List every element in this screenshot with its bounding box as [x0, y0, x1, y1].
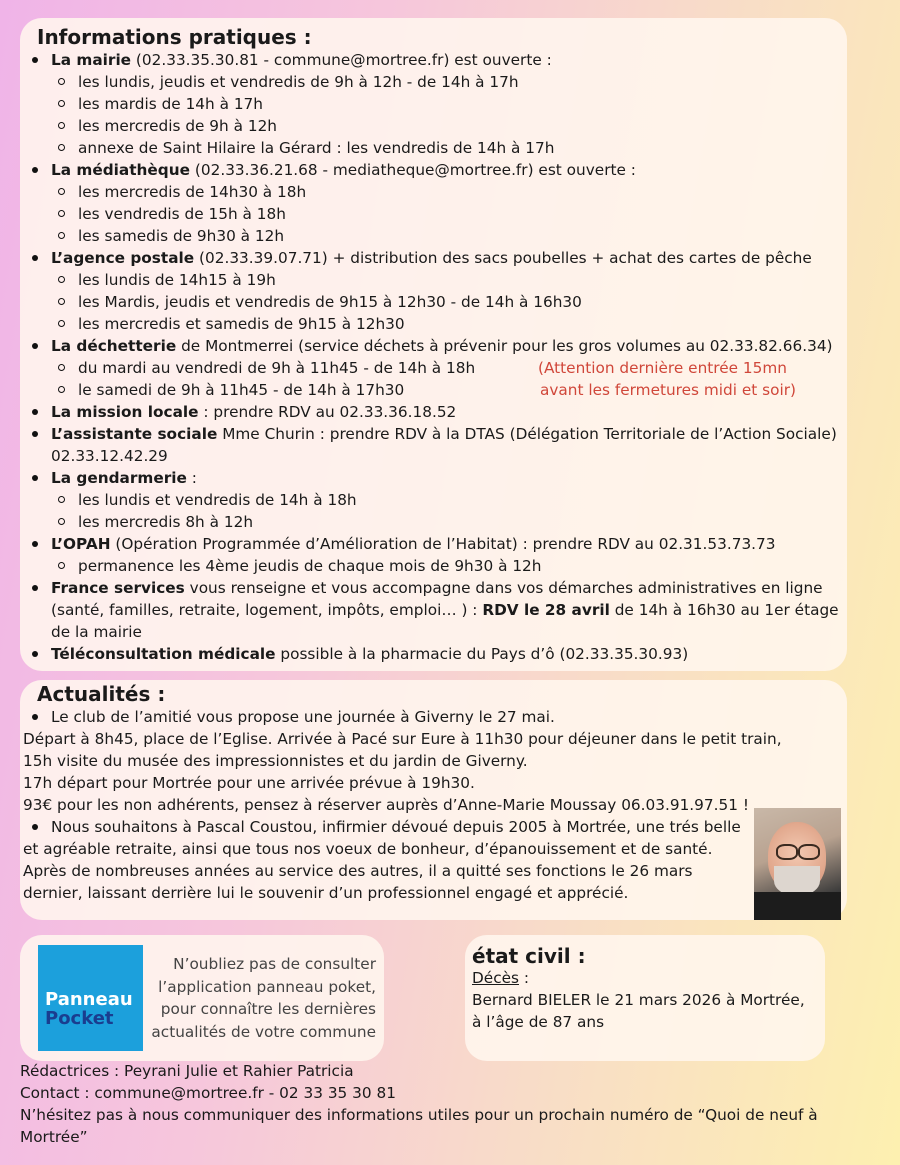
france-services-item: France services vous renseigne et vous accompagne dans vos démarches administratives en ligne	[51, 579, 823, 597]
dechetterie-note: avant les fermetures midi et soir)	[540, 381, 796, 399]
list-item: les mercredis et samedis de 9h15 à 12h30	[78, 315, 405, 333]
news-line: Le club de l’amitié vous propose une journée à Giverny le 27 mai.	[51, 708, 555, 726]
news-title: Actualités :	[37, 682, 166, 706]
opah-item: L’OPAH (Opération Programmée d’Amélioration de l’Habitat) : prendre RDV au 02.31.53.73.73	[51, 535, 776, 553]
assistante-sociale-item: L’assistante sociale Mme Churin : prendre RDV à la DTAS (Délégation Territoriale de l’Action Sociale)	[51, 425, 837, 443]
news-line: Départ à 8h45, place de l’Eglise. Arrivée à Pacé sur Eure à 11h30 pour déjeuner dans le petit train,	[23, 730, 782, 748]
news-line: 93€ pour les non adhérents, pensez à réserver auprès d’Anne-Marie Moussay 06.03.91.97.51 !	[23, 796, 749, 814]
france-services-line: (santé, familles, retraite, logement, impôts, emploi… ) : RDV le 28 avril de 14h à 16h30 au 1er étage	[51, 601, 839, 619]
list-item: permanence les 4ème jeudis de chaque mois de 9h30 à 12h	[78, 557, 542, 575]
list-item: annexe de Saint Hilaire la Gérard : les vendredis de 14h à 17h	[78, 139, 555, 157]
france-services-line: de la mairie	[51, 623, 142, 641]
dechetterie-item: La déchetterie de Montmerrei (service déchets à prévenir pour les gros volumes au 02.33.82.66.34)	[51, 337, 833, 355]
list-item: les mercredis de 9h à 12h	[78, 117, 277, 135]
etat-civil-title: état civil :	[472, 944, 586, 968]
list-item: les mercredis 8h à 12h	[78, 513, 254, 531]
gendarmerie-item: La gendarmerie :	[51, 469, 197, 487]
list-item: les Mardis, jeudis et vendredis de 9h15 à 12h30 - de 14h à 16h30	[78, 293, 582, 311]
info-card	[20, 18, 847, 671]
mission-locale-item: La mission locale : prendre RDV au 02.33.36.18.52	[51, 403, 457, 421]
panneau-pocket-logo: Panneau Pocket	[38, 945, 143, 1051]
poste-item: L’agence postale (02.33.39.07.71) + distribution des sacs poubelles + achat des cartes de pêche	[51, 249, 812, 267]
list-item: les lundis, jeudis et vendredis de 9h à 12h - de 14h à 17h	[78, 73, 519, 91]
list-item: les mercredis de 14h30 à 18h	[78, 183, 307, 201]
list-item: du mardi au vendredi de 9h à 11h45 - de 14h à 18h	[78, 359, 476, 377]
list-item: les lundis de 14h15 à 19h	[78, 271, 276, 289]
etat-civil-card	[465, 935, 825, 1061]
footer-note: Mortrée”	[20, 1128, 88, 1146]
mediatheque-item: La médiathèque (02.33.36.21.68 - mediatheque@mortree.fr) est ouverte :	[51, 161, 636, 179]
list-item: les lundis et vendredis de 14h à 18h	[78, 491, 357, 509]
news-line: 17h départ pour Mortrée pour une arrivée prévue à 19h30.	[23, 774, 475, 792]
news-line: et agréable retraite, ainsi que tous nos voeux de bonheur, d’épanouissement et de santé.	[23, 840, 713, 858]
dechetterie-note: (Attention dernière entrée 15mn	[538, 359, 787, 377]
news-line: Après de nombreuses années au service des autres, il a quitté ses fonctions le 26 mars	[23, 862, 693, 880]
footer-editors: Rédactrices : Peyrani Julie et Rahier Patricia	[20, 1062, 354, 1080]
news-card	[20, 680, 847, 920]
deces-entry: à l’âge de 87 ans	[472, 1013, 605, 1031]
list-item: les mardis de 14h à 17h	[78, 95, 263, 113]
panneau-pocket-card	[20, 935, 384, 1061]
deces-label: Décès :	[472, 969, 530, 987]
news-line: 15h visite du musée des impressionnistes et du jardin de Giverny.	[23, 752, 528, 770]
list-item: les vendredis de 15h à 18h	[78, 205, 286, 223]
teleconsultation-item: Téléconsultation médicale possible à la pharmacie du Pays d’ô (02.33.35.30.93)	[51, 645, 689, 663]
info-title: Informations pratiques :	[37, 25, 312, 49]
news-line: Nous souhaitons à Pascal Coustou, infirmier dévoué depuis 2005 à Mortrée, une trés belle	[51, 818, 741, 836]
assistante-phone: 02.33.12.42.29	[51, 447, 168, 465]
footer-note: N’hésitez pas à nous communiquer des informations utiles pour un prochain numéro de “Quoi de neuf à	[20, 1106, 818, 1124]
portrait-photo	[754, 808, 841, 920]
panneau-pocket-text: N’oubliez pas de consulter l’application panneau poket, pour connaître les dernières actualités de votre commune	[151, 955, 376, 1041]
list-item: les samedis de 9h30 à 12h	[78, 227, 285, 245]
mairie-item: La mairie (02.33.35.30.81 - commune@mortree.fr) est ouverte :	[51, 51, 552, 69]
list-item: le samedi de 9h à 11h45 - de 14h à 17h30	[78, 381, 405, 399]
footer-contact: Contact : commune@mortree.fr - 02 33 35 30 81	[20, 1084, 396, 1102]
news-line: dernier, laissant derrière lui le souvenir d’un professionnel engagé et apprécié.	[23, 884, 629, 902]
deces-entry: Bernard BIELER le 21 mars 2026 à Mortrée,	[472, 991, 805, 1009]
